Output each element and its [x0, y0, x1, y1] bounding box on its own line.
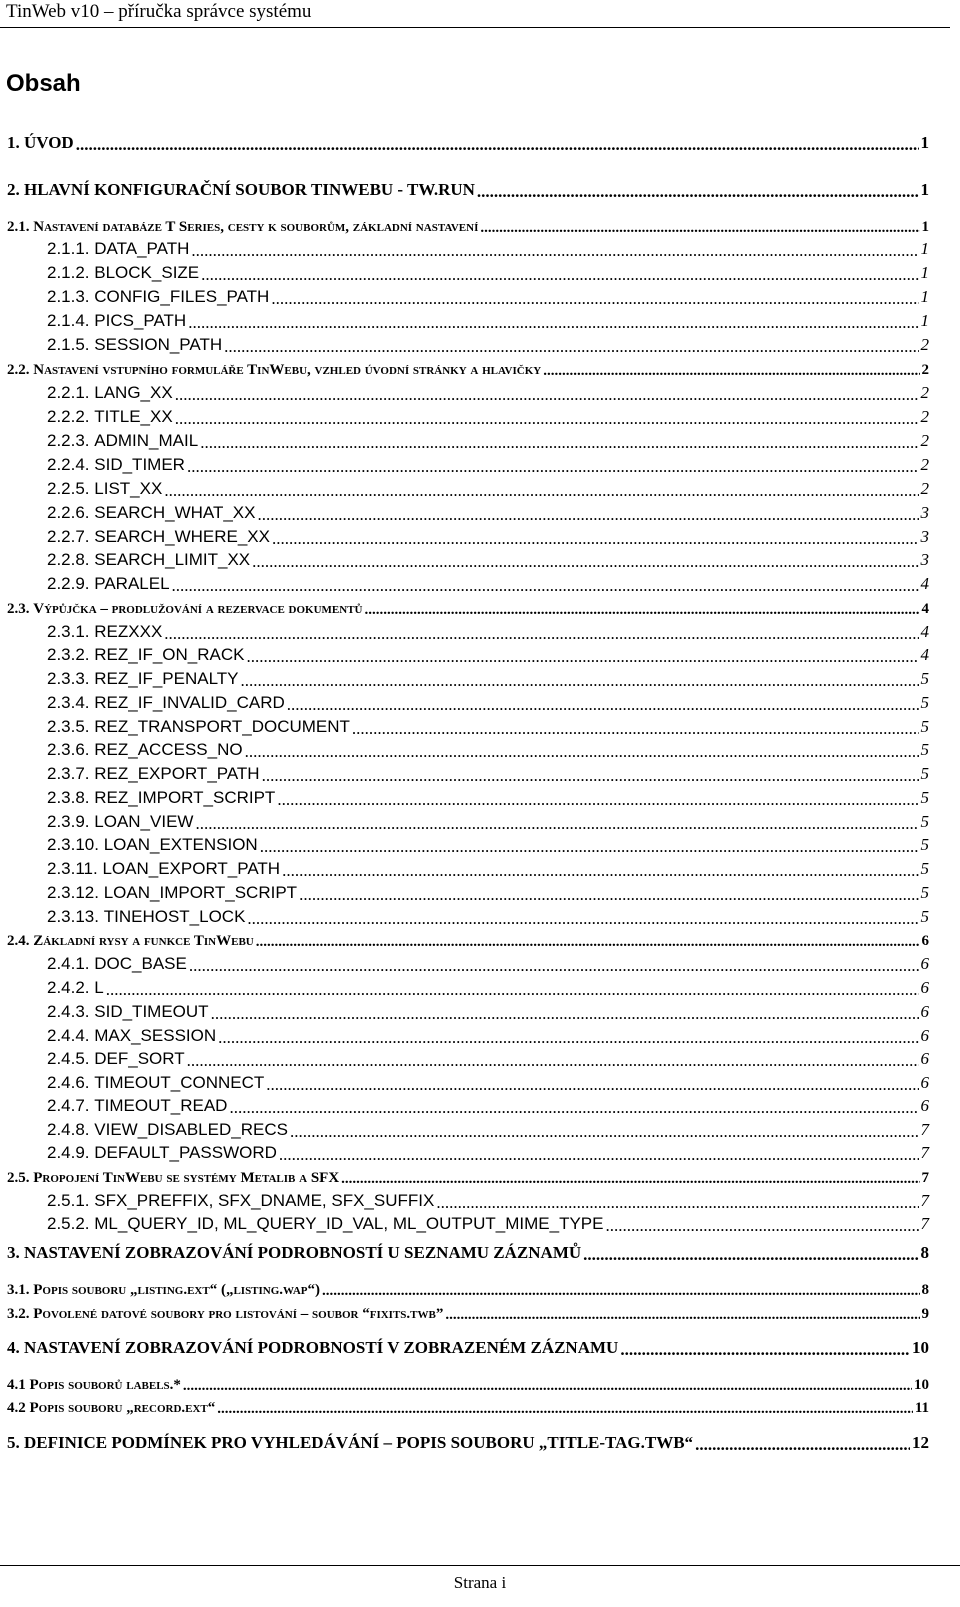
- toc-entry-number: 2.5.1.: [47, 1191, 95, 1210]
- toc-leader-dots: [260, 838, 919, 855]
- toc-entry-page: 4: [921, 601, 929, 617]
- toc-entry-label: DEF_SORT: [94, 1049, 185, 1068]
- toc-entry-number: 4.1: [7, 1377, 30, 1393]
- toc-entry-label: MAX_SESSION: [94, 1026, 217, 1045]
- toc-entry[interactable]: [47, 620, 929, 642]
- toc-entry[interactable]: [47, 381, 929, 403]
- toc-entry-page: 2: [920, 479, 929, 498]
- toc-leader-dots: [262, 767, 919, 784]
- toc-entry-label: ML_QUERY_ID, ML_QUERY_ID_VAL, ML_OUTPUT_MIME_TYPE: [94, 1214, 604, 1233]
- toc-entry-number: 3.2.: [7, 1306, 34, 1322]
- toc-entry-number: 2.4.8.: [47, 1120, 95, 1139]
- toc-entry-number: 2.1.1.: [47, 239, 95, 258]
- toc-leader-dots: [164, 482, 918, 499]
- toc-entry-number: 2.2.6.: [47, 503, 95, 522]
- toc-leader-dots: [164, 625, 918, 642]
- toc-entry-number: 5.: [7, 1433, 24, 1452]
- toc-leader-dots: [436, 1194, 918, 1211]
- toc-entry-label: TIMEOUT_CONNECT: [94, 1073, 265, 1092]
- toc-entry-page: 3: [920, 550, 929, 569]
- toc-entry[interactable]: [47, 405, 929, 427]
- toc-entry-page: 1: [920, 287, 929, 306]
- toc-entry[interactable]: [47, 1024, 929, 1046]
- toc-entry[interactable]: [47, 1094, 929, 1116]
- toc-entry-number: 2.3.8.: [47, 788, 95, 807]
- toc-entry-page: 2: [921, 362, 929, 378]
- page-footer: Strana i: [453, 1573, 507, 1592]
- toc-entry-label: NASTAVENÍ ZOBRAZOVÁNÍ PODROBNOSTÍ U SEZNAMU ZÁZNAMŮ: [24, 1243, 582, 1262]
- toc-entry[interactable]: [47, 1047, 929, 1069]
- toc-entry-number: 2.1.5.: [47, 335, 95, 354]
- toc-entry-number: 2.2.5.: [47, 479, 95, 498]
- toc-entry-number: 2.1.4.: [47, 311, 95, 330]
- toc-entry-label: Výpůjčka – prodlužování a rezervace dokumentů: [33, 601, 363, 617]
- toc-entry-page: 7: [920, 1214, 929, 1233]
- toc-entry-number: 2.1.: [7, 219, 34, 235]
- toc-entry-page: 8: [920, 1243, 929, 1262]
- toc-leader-dots: [229, 1099, 918, 1116]
- toc-entry[interactable]: [7, 1336, 929, 1358]
- toc-entry-page: 7: [920, 1120, 929, 1139]
- toc-entry-page: 8: [921, 1282, 929, 1298]
- toc-entry-number: 2.3.13.: [47, 907, 104, 926]
- toc-leader-dots: [277, 791, 918, 808]
- toc-entry[interactable]: [47, 857, 929, 879]
- toc-entry-number: 2.4.: [7, 933, 34, 949]
- toc-leader-dots: [217, 1402, 913, 1417]
- toc-entry-number: 2.3.5.: [47, 717, 95, 736]
- toc-entry-page: 7: [920, 1143, 929, 1162]
- toc-leader-dots: [352, 720, 919, 737]
- toc-leader-dots: [195, 815, 918, 832]
- toc-entry-number: 2.: [7, 180, 24, 199]
- toc-leader-dots: [364, 603, 919, 618]
- toc-entry[interactable]: [7, 596, 929, 618]
- toc-entry-number: 2.2.3.: [47, 431, 95, 450]
- toc-entry-page: 5: [920, 812, 929, 831]
- toc-entry[interactable]: [47, 261, 929, 283]
- toc-entry[interactable]: [47, 548, 929, 570]
- toc-leader-dots: [245, 743, 919, 760]
- toc-entry-number: 2.5.2.: [47, 1214, 95, 1233]
- toc-leader-dots: [252, 553, 918, 570]
- toc-leader-dots: [247, 910, 918, 927]
- toc-entry-page: 5: [920, 764, 929, 783]
- toc-entry[interactable]: [7, 178, 929, 200]
- toc-entry-number: 2.2.7.: [47, 527, 95, 546]
- toc-entry[interactable]: [47, 572, 929, 594]
- toc-entry-number: 2.4.9.: [47, 1143, 95, 1162]
- toc-leader-dots: [188, 314, 918, 331]
- toc-leader-dots: [279, 1146, 919, 1163]
- toc-entry-page: 4: [920, 622, 929, 641]
- toc-entry-number: 2.3.6.: [47, 740, 95, 759]
- toc-entry-label: DEFINICE PODMÍNEK PRO VYHLEDÁVÁNÍ – POPIS SOUBORU „TITLE-TAG.TWB“: [24, 1433, 694, 1452]
- toc-entry-page: 5: [920, 788, 929, 807]
- toc-leader-dots: [620, 1341, 910, 1358]
- toc-entry-label: REZ_IF_PENALTY: [94, 669, 239, 688]
- toc-leader-dots: [322, 1284, 920, 1299]
- toc-leader-dots: [200, 434, 918, 451]
- toc-leader-dots: [183, 1379, 912, 1394]
- toc-entry[interactable]: [47, 1189, 929, 1211]
- toc-entry[interactable]: [47, 309, 929, 331]
- toc-leader-dots: [201, 266, 918, 283]
- toc-entry-number: 2.3.2.: [47, 645, 95, 664]
- toc-entry-label: TITLE_XX: [94, 407, 173, 426]
- toc-entry-page: 1: [920, 239, 929, 258]
- toc-entry[interactable]: [47, 525, 929, 547]
- toc-entry[interactable]: [47, 285, 929, 307]
- toc-entry[interactable]: [47, 429, 929, 451]
- toc-entry-label: LOAN_EXTENSION: [103, 835, 258, 854]
- toc-entry-number: 2.2.: [7, 362, 34, 378]
- toc-entry-number: 2.3.12.: [47, 883, 104, 902]
- toc-leader-dots: [175, 410, 919, 427]
- toc-entry-label: REZ_ACCESS_NO: [94, 740, 243, 759]
- toc-leader-dots: [256, 935, 920, 950]
- toc-entry-page: 1: [920, 263, 929, 282]
- toc-entry-number: 2.3.11.: [47, 859, 103, 878]
- toc-entry-label: REZ_EXPORT_PATH: [94, 764, 260, 783]
- toc-leader-dots: [271, 290, 918, 307]
- toc-entry-number: 2.3.9.: [47, 812, 95, 831]
- toc-leader-dots: [299, 886, 918, 903]
- toc-entry-page: 1: [920, 133, 929, 152]
- toc-entry-number: 2.2.9.: [47, 574, 95, 593]
- toc-entry-label: PARALEL: [94, 574, 170, 593]
- toc-leader-dots: [224, 338, 918, 355]
- toc-entry-label: Popis souborů labels.*: [29, 1377, 181, 1393]
- toc-entry[interactable]: [47, 1212, 929, 1234]
- toc-entry[interactable]: [47, 643, 929, 665]
- toc-entry[interactable]: [47, 501, 929, 523]
- toc-entry-label: L: [94, 978, 104, 997]
- toc-entry-label: REZ_IF_ON_RACK: [94, 645, 245, 664]
- toc-entry-label: DATA_PATH: [94, 239, 190, 258]
- toc-entry-page: 4: [920, 645, 929, 664]
- toc-entry-number: 3.: [7, 1243, 24, 1262]
- toc-title: Obsah: [6, 70, 81, 97]
- toc-entry-label: LIST_XX: [94, 479, 163, 498]
- toc-entry-number: 2.3.3.: [47, 669, 95, 688]
- toc-entry-page: 2: [920, 335, 929, 354]
- toc-entry-page: 1: [920, 180, 929, 199]
- toc-entry-page: 6: [920, 1049, 929, 1068]
- toc-entry-page: 1: [920, 311, 929, 330]
- toc-leader-dots: [480, 221, 919, 236]
- toc-leader-dots: [175, 386, 919, 403]
- toc-entry-label: SESSION_PATH: [94, 335, 223, 354]
- toc-entry-number: 2.4.4.: [47, 1026, 95, 1045]
- toc-entry-label: SEARCH_WHAT_XX: [94, 503, 256, 522]
- toc-entry[interactable]: [47, 1118, 929, 1140]
- toc-entry[interactable]: [47, 881, 929, 903]
- toc-entry-page: 2: [920, 383, 929, 402]
- toc-entry-number: 2.2.8.: [47, 550, 95, 569]
- toc-entry-number: 2.3.4.: [47, 693, 95, 712]
- toc-entry-number: 2.1.3.: [47, 287, 95, 306]
- toc-leader-dots: [246, 648, 918, 665]
- toc-entry-page: 5: [920, 693, 929, 712]
- toc-entry[interactable]: [47, 237, 929, 259]
- toc-leader-dots: [287, 696, 919, 713]
- toc-entry-label: NASTAVENÍ ZOBRAZOVÁNÍ PODROBNOSTÍ V ZOBRAZENÉM ZÁZNAMU: [24, 1338, 619, 1357]
- toc-entry-page: 1: [921, 219, 929, 235]
- toc-entry[interactable]: [7, 357, 929, 379]
- toc-leader-dots: [187, 1052, 919, 1069]
- toc-entry-label: REZ_IMPORT_SCRIPT: [94, 788, 276, 807]
- toc-leader-dots: [605, 1217, 918, 1234]
- toc-entry-page: 12: [912, 1433, 929, 1452]
- toc-entry-label: SEARCH_LIMIT_XX: [94, 550, 251, 569]
- toc-entry-label: LOAN_VIEW: [94, 812, 194, 831]
- toc-entry-label: Popis souboru „listing.ext“ („listing.wap“): [33, 1282, 320, 1298]
- toc-leader-dots: [172, 577, 919, 594]
- toc-entry-label: SFX_PREFFIX, SFX_DNAME, SFX_SUFFIX: [94, 1191, 435, 1210]
- toc-leader-dots: [583, 1246, 918, 1263]
- toc-leader-dots: [211, 1005, 919, 1022]
- toc-entry[interactable]: [47, 1071, 929, 1093]
- toc-entry-page: 5: [920, 740, 929, 759]
- toc-entry-page: 4: [920, 574, 929, 593]
- toc-entry[interactable]: [47, 715, 929, 737]
- toc-entry-number: 2.2.2.: [47, 407, 95, 426]
- toc-entry-page: 5: [920, 883, 929, 902]
- toc-entry-label: Nastavení vstupního formuláře TinWebu, vzhled úvodní stránky a hlavičky: [33, 362, 542, 378]
- toc-entry-label: Povolené datové soubory pro listování – soubor “fixits.twb”: [33, 1306, 444, 1322]
- toc-entry-label: REZXXX: [94, 622, 163, 641]
- toc-entry-label: TINEHOST_LOCK: [103, 907, 246, 926]
- toc-entry[interactable]: [7, 1431, 929, 1453]
- toc-entry-number: 2.3.7.: [47, 764, 95, 783]
- toc-entry-label: Nastavení databáze T Series, cesty k souborům, základní nastavení: [33, 219, 479, 235]
- toc-entry[interactable]: [7, 131, 929, 153]
- toc-entry[interactable]: [47, 1141, 929, 1163]
- toc-leader-dots: [191, 242, 918, 259]
- toc-entry-number: 4.: [7, 1338, 24, 1357]
- toc-leader-dots: [282, 862, 918, 879]
- toc-entry-number: 2.3.: [7, 601, 34, 617]
- toc-entry[interactable]: [47, 833, 929, 855]
- toc-entry-number: 2.4.6.: [47, 1073, 95, 1092]
- toc-entry-page: 3: [920, 503, 929, 522]
- toc-entry[interactable]: [47, 976, 929, 998]
- toc-entry-label: DOC_BASE: [94, 954, 187, 973]
- toc-entry-number: 2.2.4.: [47, 455, 95, 474]
- toc-entry-number: 2.3.10.: [47, 835, 104, 854]
- toc-entry-page: 7: [921, 1170, 929, 1186]
- running-header: TinWeb v10 – příručka správce systému: [6, 1, 312, 22]
- toc-entry-label: LOAN_IMPORT_SCRIPT: [103, 883, 298, 902]
- toc-entry[interactable]: [7, 1241, 929, 1263]
- toc-entry[interactable]: [7, 1372, 929, 1394]
- toc-entry-label: DEFAULT_PASSWORD: [94, 1143, 277, 1162]
- toc-entry-number: 4.2: [7, 1400, 30, 1416]
- toc-entry-label: ÚVOD: [24, 133, 74, 152]
- toc-entry-page: 10: [914, 1377, 929, 1393]
- toc-entry[interactable]: [7, 1277, 929, 1299]
- toc-entry-page: 11: [914, 1400, 929, 1416]
- toc-leader-dots: [272, 530, 919, 547]
- toc-entry-page: 6: [920, 1002, 929, 1021]
- toc-entry-page: 6: [920, 978, 929, 997]
- toc-entry-page: 6: [920, 1073, 929, 1092]
- toc-entry-label: LANG_XX: [94, 383, 173, 402]
- toc-entry[interactable]: [47, 810, 929, 832]
- toc-entry-number: 2.4.5.: [47, 1049, 95, 1068]
- toc-entry-label: CONFIG_FILES_PATH: [94, 287, 270, 306]
- toc-leader-dots: [543, 364, 919, 379]
- toc-entry-page: 2: [920, 431, 929, 450]
- toc-leader-dots: [218, 1029, 918, 1046]
- toc-entry-label: Popis souboru „record.ext“: [29, 1400, 216, 1416]
- toc-entry-page: 2: [920, 407, 929, 426]
- toc-entry-page: 6: [920, 1096, 929, 1115]
- toc-entry[interactable]: [47, 691, 929, 713]
- toc-leader-dots: [290, 1123, 919, 1140]
- toc-entry-page: 2: [920, 455, 929, 474]
- toc-entry[interactable]: [47, 333, 929, 355]
- toc-entry-label: LOAN_EXPORT_PATH: [102, 859, 281, 878]
- toc-entry-page: 9: [921, 1306, 929, 1322]
- toc-entry-label: SID_TIMER: [94, 455, 185, 474]
- toc-entry-number: 2.2.1.: [47, 383, 95, 402]
- toc-entry[interactable]: [47, 952, 929, 974]
- toc-entry-number: 1.: [7, 133, 24, 152]
- toc-entry[interactable]: [7, 1301, 929, 1323]
- toc-entry-label: REZ_TRANSPORT_DOCUMENT: [94, 717, 350, 736]
- toc-leader-dots: [187, 458, 919, 475]
- toc-entry-label: TIMEOUT_READ: [94, 1096, 228, 1115]
- toc-entry-number: 2.4.2.: [47, 978, 95, 997]
- footer-rule: [0, 1565, 960, 1566]
- toc-entry[interactable]: [47, 738, 929, 760]
- toc-entry-page: 7: [920, 1191, 929, 1210]
- toc-entry-page: 5: [920, 835, 929, 854]
- toc-entry-page: 6: [920, 1026, 929, 1045]
- toc-entry-page: 5: [920, 717, 929, 736]
- toc-entry-label: VIEW_DISABLED_RECS: [94, 1120, 288, 1139]
- toc-entry[interactable]: [47, 905, 929, 927]
- toc-entry[interactable]: [47, 477, 929, 499]
- toc-entry-number: 2.4.3.: [47, 1002, 95, 1021]
- toc-entry-number: 2.4.1.: [47, 954, 95, 973]
- toc-entry-page: 6: [921, 933, 929, 949]
- toc-entry-label: Základní rysy a funkce TinWebu: [33, 933, 254, 949]
- toc-entry-page: 5: [920, 859, 929, 878]
- toc-entry-number: 2.5.: [7, 1170, 34, 1186]
- toc-entry-number: 2.3.1.: [47, 622, 95, 641]
- toc-entry-number: 2.4.7.: [47, 1096, 95, 1115]
- toc-entry-label: ADMIN_MAIL: [94, 431, 199, 450]
- toc-entry[interactable]: [7, 928, 929, 950]
- toc-entry-page: 3: [920, 527, 929, 546]
- toc-leader-dots: [257, 506, 918, 523]
- toc-entry[interactable]: [7, 214, 929, 236]
- toc-entry[interactable]: [7, 1395, 929, 1417]
- toc-entry[interactable]: [47, 1000, 929, 1022]
- toc-entry-label: SEARCH_WHERE_XX: [94, 527, 270, 546]
- toc-entry-label: HLAVNÍ KONFIGURAČNÍ SOUBOR TINWEBU - TW.RUN: [24, 180, 475, 199]
- toc-entry-label: PICS_PATH: [94, 311, 187, 330]
- toc-leader-dots: [341, 1172, 919, 1187]
- toc-leader-dots: [445, 1308, 919, 1323]
- toc-entry[interactable]: [47, 453, 929, 475]
- toc-entry-page: 10: [912, 1338, 929, 1357]
- toc-entry[interactable]: [47, 762, 929, 784]
- toc-entry[interactable]: [47, 667, 929, 689]
- toc-leader-dots: [189, 957, 919, 974]
- toc-entry-page: 5: [920, 669, 929, 688]
- toc-leader-dots: [76, 136, 919, 153]
- toc-leader-dots: [695, 1436, 910, 1453]
- toc-entry-number: 3.1.: [7, 1282, 34, 1298]
- toc-leader-dots: [477, 183, 919, 200]
- toc-leader-dots: [106, 981, 919, 998]
- toc-entry-page: 5: [920, 907, 929, 926]
- toc-entry[interactable]: [7, 1165, 929, 1187]
- toc-entry-label: SID_TIMEOUT: [94, 1002, 209, 1021]
- toc-leader-dots: [241, 672, 919, 689]
- toc-entry-label: Propojení TinWebu se systémy Metalib a SFX: [33, 1170, 340, 1186]
- toc-leader-dots: [266, 1076, 918, 1093]
- toc-entry-page: 6: [920, 954, 929, 973]
- toc-entry-label: REZ_IF_INVALID_CARD: [94, 693, 285, 712]
- toc-entry-number: 2.1.2.: [47, 263, 95, 282]
- toc-entry[interactable]: [47, 786, 929, 808]
- toc-entry-label: BLOCK_SIZE: [94, 263, 200, 282]
